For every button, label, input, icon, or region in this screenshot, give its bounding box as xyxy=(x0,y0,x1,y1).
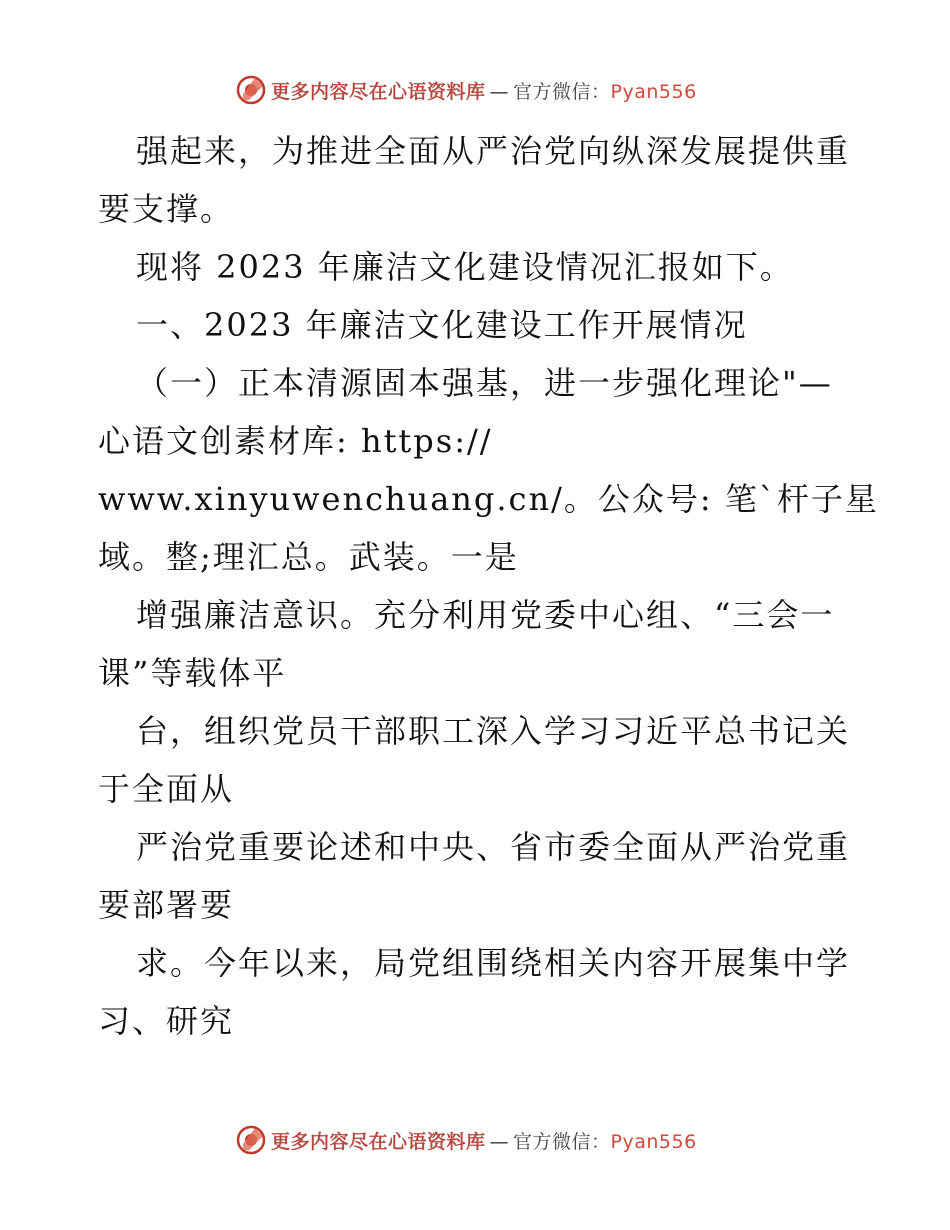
body-line: 要支撑。 xyxy=(98,190,235,228)
body-line: 现将 2023 年廉洁文化建设情况汇报如下。 xyxy=(136,248,794,286)
body-line: 强起来，为推进全面从严治党向纵深发展提供重 xyxy=(136,132,851,170)
watermark-text xyxy=(271,77,697,104)
pen-logo-icon xyxy=(235,74,267,106)
body-line: 域。整;理汇总。武装。一是 xyxy=(98,538,519,576)
body-line: 台，组织党员干部职工深入学习习近平总书记关 xyxy=(136,712,851,750)
header-watermark xyxy=(0,70,950,110)
body-line: 一、2023 年廉洁文化建设工作开展情况 xyxy=(136,306,748,344)
body-line: 求。今年以来，局党组围绕相关内容开展集中学 xyxy=(136,944,851,982)
watermark-separator: — xyxy=(489,80,510,103)
body-line: www.xinyuwenchuang.cn/。公众号: 笔`杆子星 xyxy=(98,480,879,518)
watermark-brand: 更多内容尽在心语资料库 xyxy=(271,1130,486,1153)
body-line: 要部署要 xyxy=(98,886,235,924)
watermark-wechat-id: Pyan556 xyxy=(610,80,697,103)
body-line: 增强廉洁意识。充分利用党委中心组、“三会一 xyxy=(136,596,835,634)
document-body xyxy=(98,122,879,1050)
watermark-brand: 更多内容尽在心语资料库 xyxy=(271,80,486,103)
body-line: 课”等载体平 xyxy=(98,654,287,692)
body-line: （一）正本清源固本强基，进一步强化理论"— xyxy=(136,364,833,402)
watermark-text xyxy=(271,1127,697,1154)
watermark-wechat-label: 官方微信： xyxy=(513,80,611,103)
pen-logo-icon xyxy=(235,1124,267,1156)
body-line: 严治党重要论述和中央、省市委全面从严治党重 xyxy=(136,828,851,866)
watermark-separator: — xyxy=(489,1130,510,1153)
watermark-wechat-label: 官方微信： xyxy=(513,1130,611,1153)
body-line: 心语文创素材库: https:// xyxy=(98,422,493,460)
footer-watermark xyxy=(0,1120,950,1160)
body-line: 于全面从 xyxy=(98,770,235,808)
watermark-wechat-id: Pyan556 xyxy=(610,1130,697,1153)
body-line: 习、研究 xyxy=(98,1002,235,1040)
